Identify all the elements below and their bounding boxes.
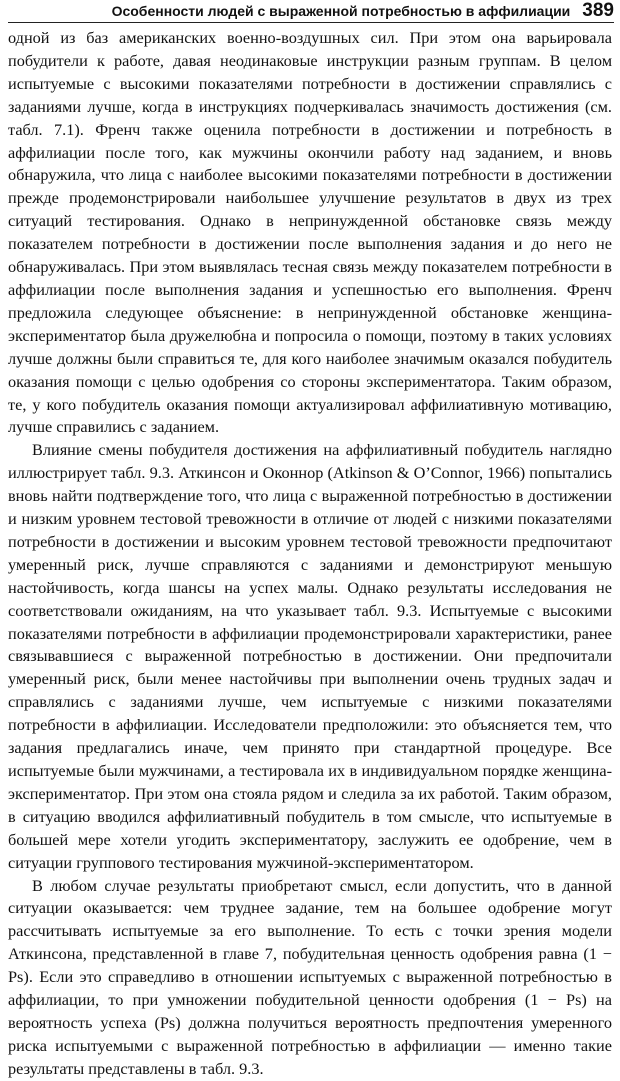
running-title: Особенности людей с выраженной потребностью в аффилиации bbox=[111, 3, 571, 19]
body-text bbox=[8, 27, 612, 1081]
page-number: 389 bbox=[582, 0, 614, 21]
paragraph-1: одной из баз американских военно-воздушных сил. При этом она варьировала побудители к работе, давая неодинаковые инструкции разным группам. В целом испытуемые с высокими показателями потребности в достижении справлялись с заданиями лучше, когда в инструкциях подчеркивалась значимость достижения (см. табл. 7.1). Френч также оценила потребности в достижении и потребность в аффилиации после того, как мужчины окончили работу над заданием, и вновь обнаружила, что лица с наиболее высокими показателями потребности в достижении прежде продемонстрировали наибольшее улучшение результатов в двух из трех ситуаций тестирования. Однако в непринужденной обстановке связь между показателем потребности в достижении после выполнения задания и до него не обнаруживалась. При этом выявлялась тесная связь между показателем потребности в аффилиации после выполнения задания и успешностью его выполнения. Френч предложила следующее объяснение: в непринужденной обстановке женщина-экспериментатор была дружелюбна и попросила о помощи, поэтому в таких условиях лучше должны были справиться те, для кого наиболее значимым оказался побудитель оказания помощи с целью одобрения со стороны экспериментатора. Таким образом, те, у кого побудитель оказания помощи актуализировал аффилиативную мотивацию, лучше справились с заданием. bbox=[8, 28, 612, 437]
paragraph-2: Влияние смены побудителя достижения на аффилиативный побудитель наглядно иллюстрирует табл. 9.3. Аткинсон и Оконнор (Atkinson & O’Connor, 1966) попытались вновь найти подтверждение того, что лица с выраженной потребностью в достижении и низким уровнем тестовой тревожности в отличие от людей с низкими показателями потребности в достижении и высоким уровнем тестовой тревожности предпочитают умеренный риск, лучше справляются с заданиями и демонстрируют меньшую настойчивость, когда шансы на успех малы. Однако результаты исследования не соответствовали ожиданиям, на что указывает табл. 9.3. Испытуемые с высокими показателями потребности в аффилиации продемонстрировали характеристики, ранее связывавшиеся с выраженной потребностью в достижении. Они предпочитали умеренный риск, были менее настойчивы при выполнении очень трудных задач и справлялись с заданиями лучше, чем испытуемые с низкими показателями потребности в аффилиации. Исследователи предположили: это объясняется тем, что задания предлагались иначе, чем принято при стандартной процедуре. Все испытуемые были мужчинами, а тестировала их в индивидуальном порядке женщина-экспериментатор. При этом она стояла рядом и следила за их работой. Таким образом, в ситуацию вводился аффилиативный побудитель в том смысле, что испытуемые в большей мере хотели угодить экспериментатору, заслужить ее одобрение, чем в ситуации группового тестирования мужчиной-экспериментатором. bbox=[8, 440, 612, 872]
paragraph-3: В любом случае результаты приобретают смысл, если допустить, что в данной ситуации оказывается: чем труднее задание, тем на большее одобрение могут рассчитывать испытуемые за его выполнение. То есть с точки зрения модели Аткинсона, представленной в главе 7, побудительная ценность одобрения равна (1 − Ps). Если это справедливо в отношении испытуемых с выраженной потребностью в аффилиации, то при умножении побудительной ценности одобрения (1 − Ps) на вероятность успеха (Ps) должна получиться вероятность предпочтения умеренного риска испытуемыми с выраженной потребностью в аффилиации — именно такие результаты представлены в табл. 9.3. bbox=[8, 875, 612, 1078]
running-header bbox=[8, 0, 614, 23]
